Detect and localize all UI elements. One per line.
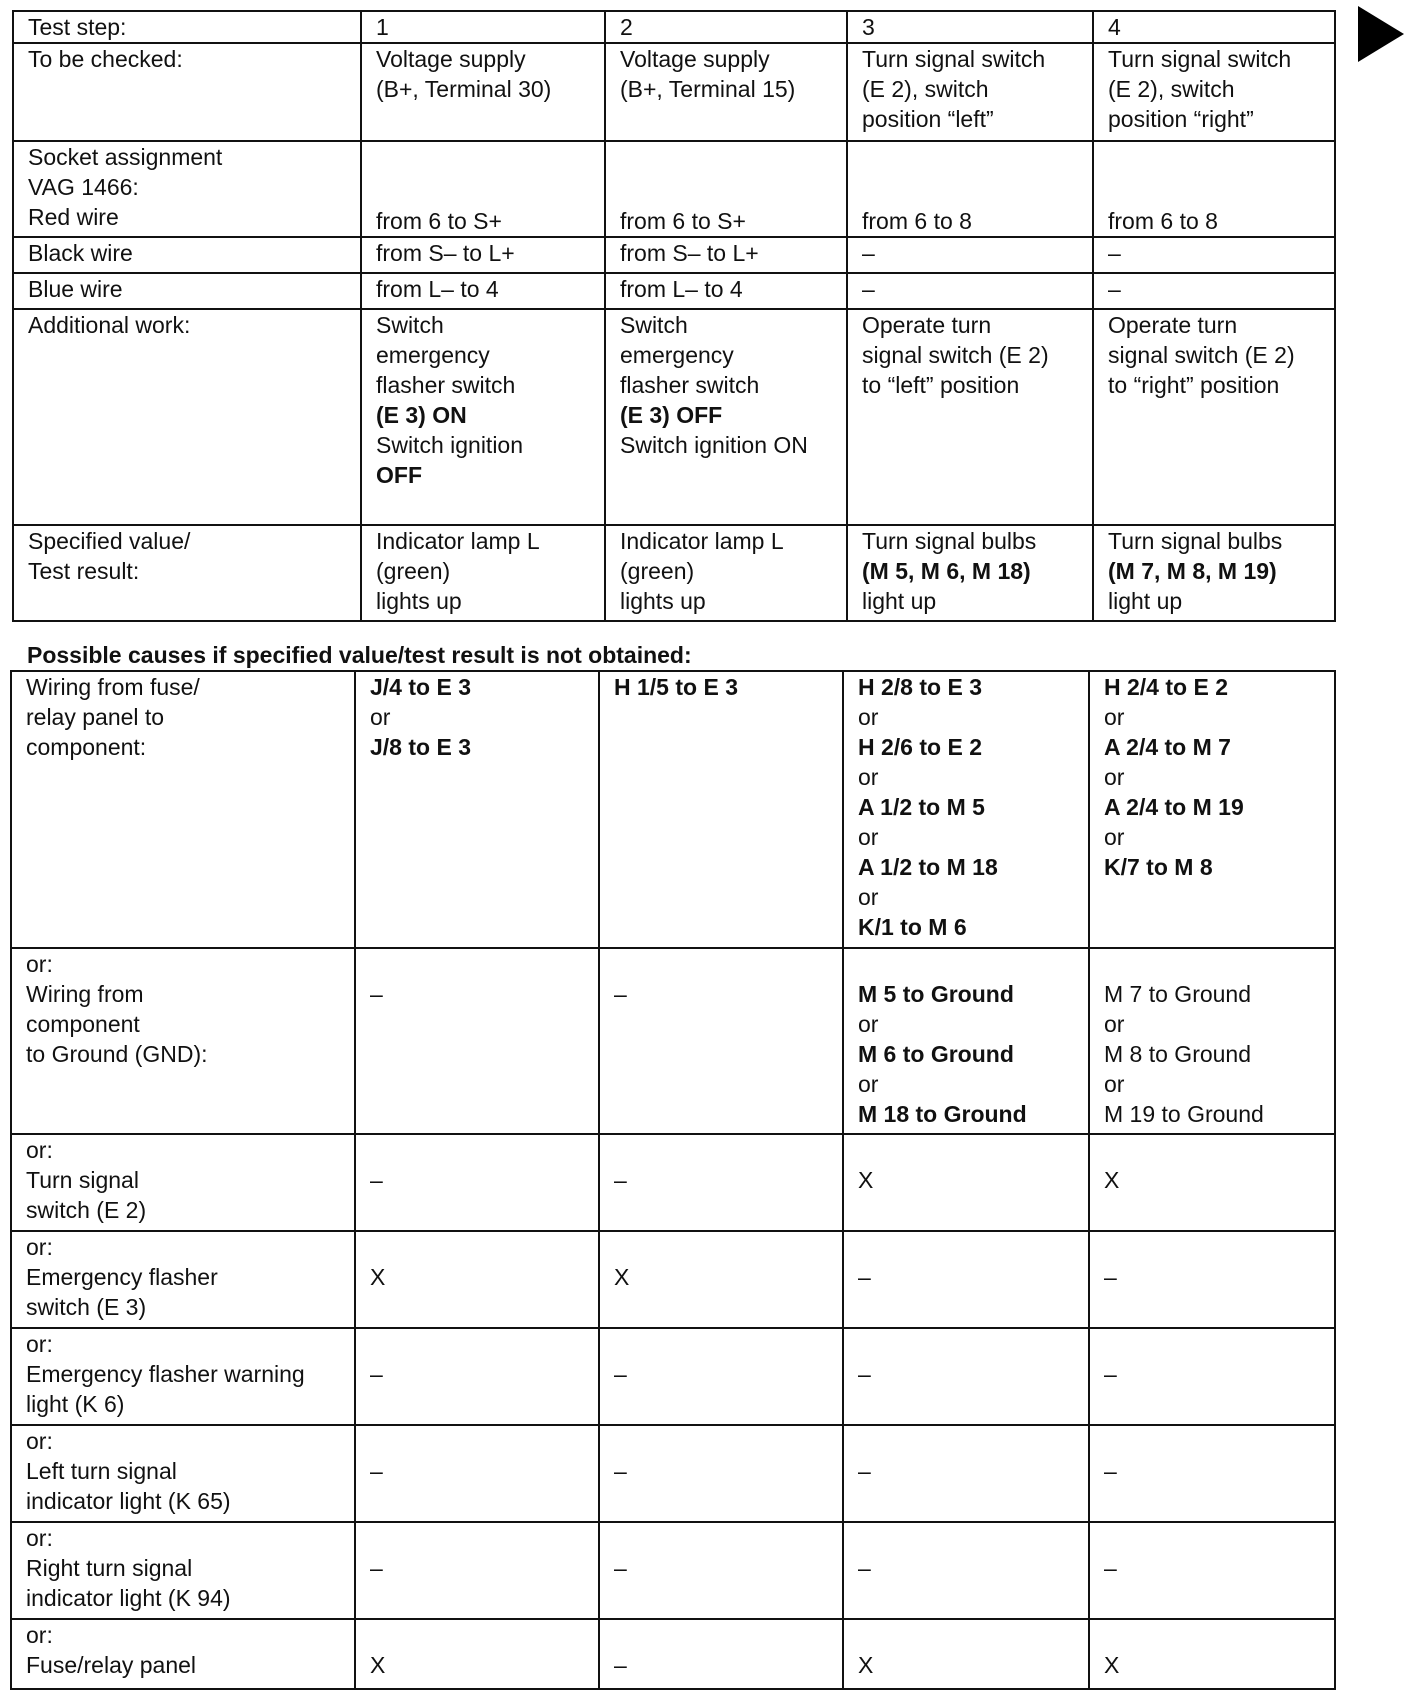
test-step-label: Test step: — [13, 11, 361, 43]
right-indicator-cell-4: – — [1089, 1522, 1335, 1619]
test-step-1: 1 — [361, 11, 605, 43]
black-wire-label: Black wire — [13, 237, 361, 273]
red-wire-cell-1: from 6 to S+ — [361, 141, 605, 237]
possible-causes-heading: Possible causes if specified value/test result is not obtained: — [27, 642, 692, 668]
specified-value-cell-4: Turn signal bulbs (M 7, M 8, M 19) light up — [1093, 525, 1335, 621]
emergency-flasher-switch-cell-3: – — [843, 1231, 1089, 1328]
specified-value-row — [13, 525, 1335, 621]
to-be-checked-cell-2: Voltage supply (B+, Terminal 15) — [605, 43, 847, 141]
to-be-checked-cell-4: Turn signal switch (E 2), switch position “right” — [1093, 43, 1335, 141]
fuse-relay-panel-row — [11, 1619, 1335, 1689]
blue-wire-cell-1: from L– to 4 — [361, 273, 605, 309]
fuse-relay-panel-label: or: Fuse/relay panel — [11, 1619, 355, 1689]
possible-causes-table — [10, 670, 1336, 1690]
wiring-ground-cell-4: M 7 to Ground or M 8 to Ground or M 19 to Ground — [1089, 948, 1335, 1134]
left-indicator-cell-3: – — [843, 1425, 1089, 1522]
right-indicator-cell-1: – — [355, 1522, 599, 1619]
emergency-flasher-switch-cell-4: – — [1089, 1231, 1335, 1328]
additional-work-cell-1: Switch emergency flasher switch (E 3) ON Switch ignition OFF — [361, 309, 605, 525]
emergency-flasher-light-label: or: Emergency flasher warning light (K 6) — [11, 1328, 355, 1425]
fuse-relay-panel-cell-2: – — [599, 1619, 843, 1689]
turn-signal-switch-label: or: Turn signal switch (E 2) — [11, 1134, 355, 1231]
right-indicator-row — [11, 1522, 1335, 1619]
specified-value-label: Specified value/ Test result: — [13, 525, 361, 621]
blue-wire-cell-4: – — [1093, 273, 1335, 309]
turn-signal-switch-cell-1: – — [355, 1134, 599, 1231]
test-step-table — [12, 10, 1336, 622]
emergency-flasher-light-cell-1: – — [355, 1328, 599, 1425]
test-step-4: 4 — [1093, 11, 1335, 43]
test-step-3: 3 — [847, 11, 1093, 43]
blue-wire-row — [13, 273, 1335, 309]
left-indicator-label: or: Left turn signal indicator light (K 65) — [11, 1425, 355, 1522]
continue-arrow-icon — [1358, 6, 1404, 62]
emergency-flasher-switch-label: or: Emergency flasher switch (E 3) — [11, 1231, 355, 1328]
turn-signal-switch-cell-4: X — [1089, 1134, 1335, 1231]
blue-wire-cell-3: – — [847, 273, 1093, 309]
black-wire-cell-2: from S– to L+ — [605, 237, 847, 273]
test-step-2: 2 — [605, 11, 847, 43]
red-wire-cell-2: from 6 to S+ — [605, 141, 847, 237]
test-step-header-row — [13, 11, 1335, 43]
emergency-flasher-switch-cell-1: X — [355, 1231, 599, 1328]
wiring-ground-cell-2: – — [599, 948, 843, 1134]
wiring-fuse-label: Wiring from fuse/ relay panel to component: — [11, 671, 355, 948]
additional-work-cell-2: Switch emergency flasher switch (E 3) OFF Switch ignition ON — [605, 309, 847, 525]
to-be-checked-cell-3: Turn signal switch (E 2), switch position “left” — [847, 43, 1093, 141]
wiring-fuse-row — [11, 671, 1335, 948]
fuse-relay-panel-cell-1: X — [355, 1619, 599, 1689]
wiring-fuse-cell-3: H 2/8 to E 3 or H 2/6 to E 2 or A 1/2 to M 5 or A 1/2 to M 18 or K/1 to M 6 — [843, 671, 1089, 948]
wiring-ground-label: or: Wiring from component to Ground (GND): — [11, 948, 355, 1134]
wiring-ground-row — [11, 948, 1335, 1134]
to-be-checked-label: To be checked: — [13, 43, 361, 141]
left-indicator-cell-1: – — [355, 1425, 599, 1522]
emergency-flasher-light-cell-4: – — [1089, 1328, 1335, 1425]
emergency-flasher-light-cell-2: – — [599, 1328, 843, 1425]
emergency-flasher-light-row — [11, 1328, 1335, 1425]
black-wire-row — [13, 237, 1335, 273]
turn-signal-switch-cell-3: X — [843, 1134, 1089, 1231]
to-be-checked-row — [13, 43, 1335, 141]
to-be-checked-cell-1: Voltage supply (B+, Terminal 30) — [361, 43, 605, 141]
black-wire-cell-1: from S– to L+ — [361, 237, 605, 273]
right-indicator-cell-2: – — [599, 1522, 843, 1619]
specified-value-cell-2: Indicator lamp L (green) lights up — [605, 525, 847, 621]
wiring-ground-cell-1: – — [355, 948, 599, 1134]
left-indicator-cell-4: – — [1089, 1425, 1335, 1522]
specified-value-cell-1: Indicator lamp L (green) lights up — [361, 525, 605, 621]
wiring-fuse-cell-1: J/4 to E 3 or J/8 to E 3 — [355, 671, 599, 948]
additional-work-row — [13, 309, 1335, 525]
black-wire-cell-3: – — [847, 237, 1093, 273]
turn-signal-switch-cell-2: – — [599, 1134, 843, 1231]
left-indicator-row — [11, 1425, 1335, 1522]
specified-value-cell-3: Turn signal bulbs (M 5, M 6, M 18) light up — [847, 525, 1093, 621]
emergency-flasher-light-cell-3: – — [843, 1328, 1089, 1425]
left-indicator-cell-2: – — [599, 1425, 843, 1522]
additional-work-cell-3: Operate turn signal switch (E 2) to “left” position — [847, 309, 1093, 525]
turn-signal-switch-row — [11, 1134, 1335, 1231]
additional-work-label: Additional work: — [13, 309, 361, 525]
right-indicator-cell-3: – — [843, 1522, 1089, 1619]
blue-wire-cell-2: from L– to 4 — [605, 273, 847, 309]
fuse-relay-panel-cell-3: X — [843, 1619, 1089, 1689]
black-wire-cell-4: – — [1093, 237, 1335, 273]
socket-assignment-label: Socket assignment VAG 1466: Red wire — [13, 141, 361, 237]
red-wire-cell-4: from 6 to 8 — [1093, 141, 1335, 237]
emergency-flasher-switch-row — [11, 1231, 1335, 1328]
red-wire-cell-3: from 6 to 8 — [847, 141, 1093, 237]
wiring-ground-cell-3: M 5 to Ground or M 6 to Ground or M 18 to Ground — [843, 948, 1089, 1134]
additional-work-cell-4: Operate turn signal switch (E 2) to “right” position — [1093, 309, 1335, 525]
wiring-fuse-cell-2: H 1/5 to E 3 — [599, 671, 843, 948]
socket-assignment-row — [13, 141, 1335, 237]
fuse-relay-panel-cell-4: X — [1089, 1619, 1335, 1689]
right-indicator-label: or: Right turn signal indicator light (K 94) — [11, 1522, 355, 1619]
wiring-fuse-cell-4: H 2/4 to E 2 or A 2/4 to M 7 or A 2/4 to M 19 or K/7 to M 8 — [1089, 671, 1335, 948]
emergency-flasher-switch-cell-2: X — [599, 1231, 843, 1328]
blue-wire-label: Blue wire — [13, 273, 361, 309]
